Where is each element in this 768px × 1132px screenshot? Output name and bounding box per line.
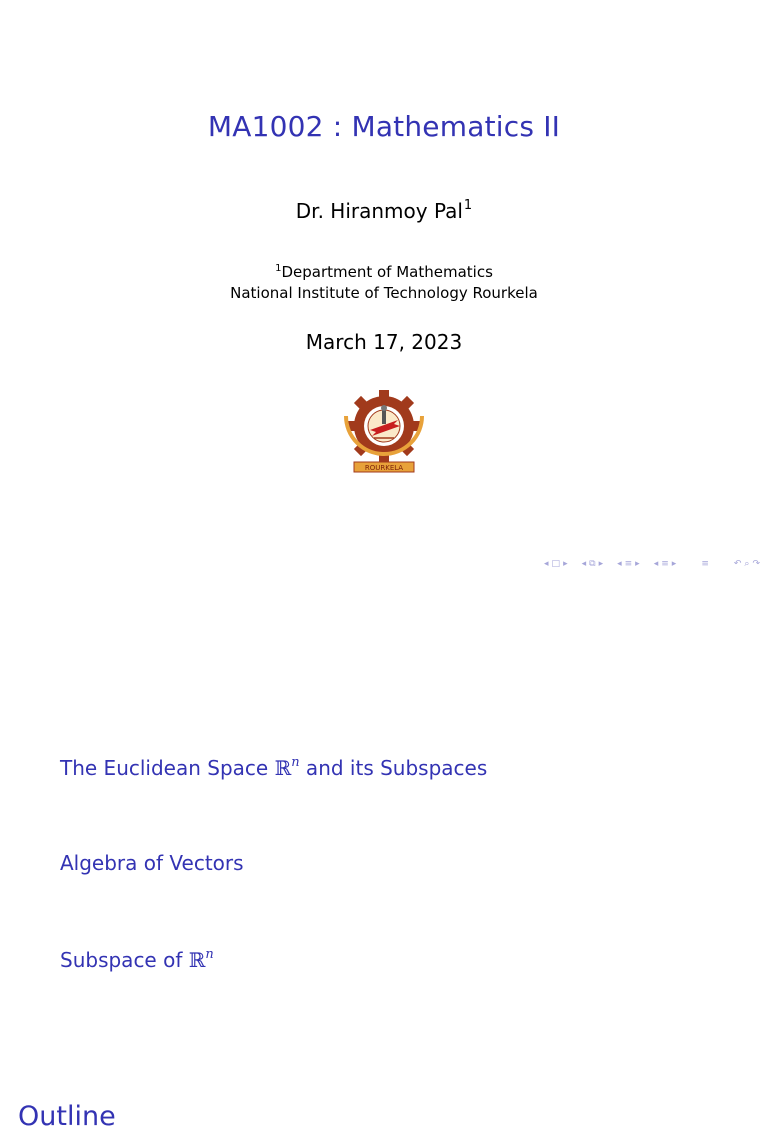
affiliation [0,258,768,304]
reals-symbol: ℝ [274,756,292,780]
nav-left-arrow-icon[interactable]: ◂ [581,559,587,569]
department: Department of Mathematics [281,263,493,281]
toc-item-subspace[interactable]: Subspace of ℝ$^n$ [60,947,214,972]
nav-search-icon[interactable]: ⌕ [744,559,750,569]
reals-symbol: ℝ [188,948,206,972]
affiliation-footnote-mark: 1 [275,263,282,274]
institute: National Institute of Technology Rourkela [230,284,538,302]
nav-section-icon[interactable]: ≡ [624,559,633,569]
frame-title: Outline [18,1101,116,1132]
outline-slide [0,512,768,1132]
toc-item-algebra-of-vectors[interactable]: Algebra of Vectors [60,851,244,875]
nav-right-arrow-icon[interactable]: ▸ [598,559,604,569]
nav-right-arrow-icon[interactable]: ▸ [635,559,640,569]
nav-redo-icon[interactable]: ↷ [752,559,760,569]
nav-right-arrow-icon[interactable]: ▸ [671,559,677,569]
nav-right-arrow-icon[interactable]: ▸ [563,559,568,569]
nav-undo-icon[interactable]: ↶ [733,559,742,569]
toc-item-euclidean-space[interactable]: The Euclidean Space ℝ$^n$ and its Subspaces [60,755,488,780]
nit-rourkela-logo [338,386,430,476]
nav-doc-icon[interactable]: ≡ [701,559,709,569]
author-footnote-mark: 1 [463,198,473,213]
author-line [0,198,768,223]
slide-title: MA1002 : Mathematics II [207,110,561,143]
nav-left-arrow-icon[interactable]: ◂ [617,559,622,569]
nav-left-arrow-icon[interactable]: ◂ [653,559,659,569]
beamer-navigation-bar [544,557,760,571]
author-name: Dr. Hiranmoy Pal [295,199,463,223]
nav-subsection-icon[interactable]: ⧉ [589,559,596,569]
title-slide [0,0,768,512]
logo-banner-text: ROURKELA [364,464,404,472]
nav-left-arrow-icon[interactable]: ◂ [544,559,549,569]
nav-section-icon[interactable]: ≡ [661,559,669,569]
presentation-date: March 17, 2023 [305,330,463,354]
nav-frame-icon[interactable]: □ [551,559,561,569]
